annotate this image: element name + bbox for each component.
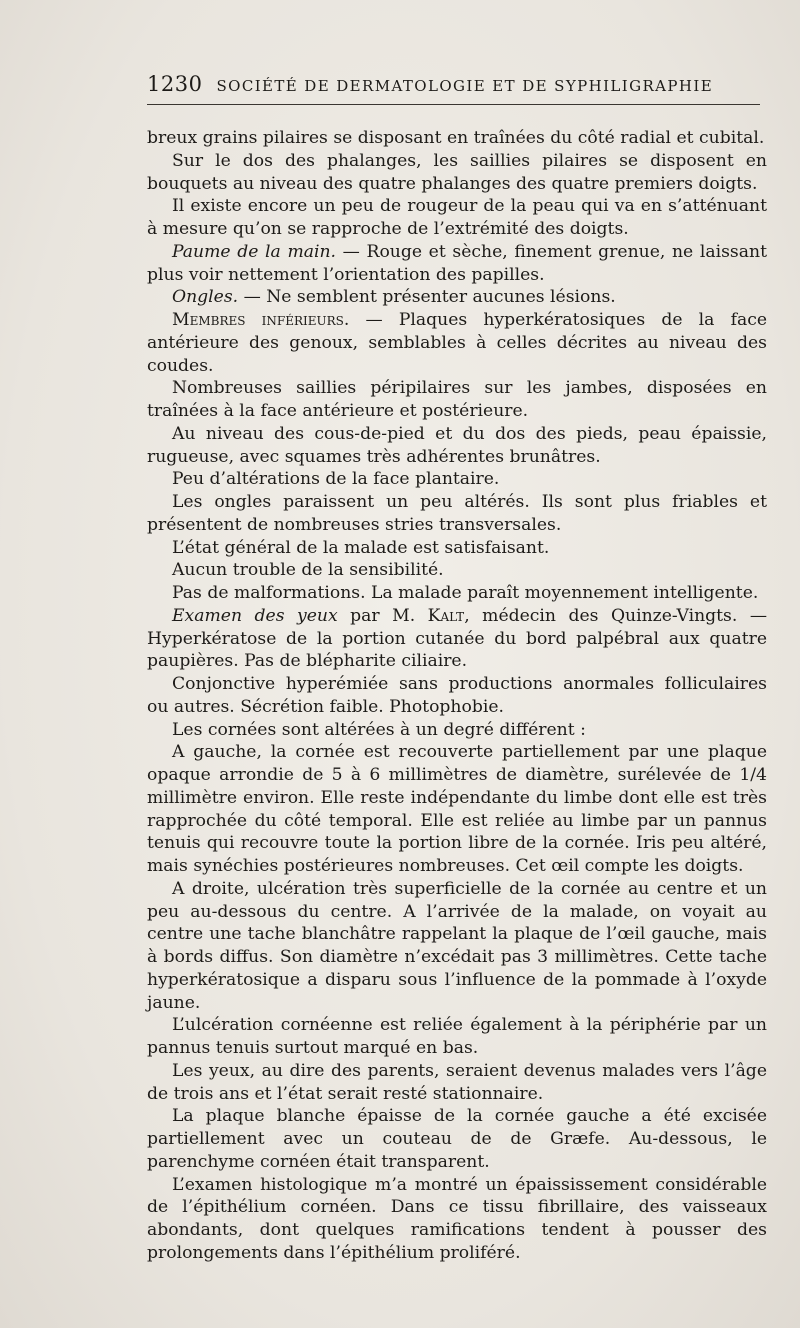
paragraph: A droite, ulcération très superficielle de la cornée au centre et un peu au-dessous du centre. A l’arrivée de la malade, on voyait au centre une tache blanchâtre rappelant la plaque de l’œil gauche, mais à bords diffus. Son diamètre n’excédait pas 3 millimètres. Cette tache hyperkératosique a disparu sous l’influence de la pommade à l’oxyde jaune. bbox=[147, 878, 767, 1013]
paragraph: La plaque blanche épaisse de la cornée gauche a été excisée partiellement avec un couteau de de Græfe. Au-dessous, le parenchyme cornéen était transparent. bbox=[147, 1106, 767, 1172]
section-lead: Membres inférieurs. bbox=[172, 310, 350, 330]
paragraph: Les cornées sont altérées à un degré différent : bbox=[172, 719, 586, 740]
paragraph: Aucun trouble de la sensibilité. bbox=[172, 560, 444, 581]
paragraph: Pas de malformations. La malade paraît moyennement intelligente. bbox=[172, 583, 759, 603]
paragraph: Nombreuses saillies péripilaires sur les jambes, disposées en traînées à la face antérieure et postérieure. bbox=[147, 378, 767, 421]
body-text bbox=[147, 127, 767, 1265]
author-name: Kalt bbox=[427, 605, 465, 626]
paragraph: L’état général de la malade est satisfaisant. bbox=[172, 537, 550, 558]
paragraph: L’ulcération cornéenne est reliée également à la périphérie par un pannus tenuis surtout marqué en bas. bbox=[147, 1015, 767, 1058]
section-lead: Paume de la main. bbox=[172, 241, 337, 262]
paragraph: Conjonctive hyperémiée sans productions anormales folliculaires ou autres. Sécrétion faible. Photophobie. bbox=[147, 674, 767, 717]
header-rule bbox=[147, 104, 760, 105]
paragraph: Il existe encore un peu de rougeur de la peau qui va en s’atténuant à mesure qu’on se rapproche de l’extrémité des doigts. bbox=[147, 196, 767, 239]
paragraph: Ongles. — Ne semblent présenter aucunes lésions. bbox=[172, 287, 616, 308]
paragraph: Au niveau des cous-de-pied et du dos des pieds, peau épaissie, rugueuse, avec squames très adhérentes brunâtres. bbox=[147, 423, 767, 467]
paragraph: A gauche, la cornée est recouverte partiellement par une plaque opaque arrondie de 5 à 6 millimètres de diamètre, surélevée de 1/4 millimètre environ. Elle reste indépendante du limbe dont elle est très rapprochée du côté temporal. Elle est reliée au limbe par un pannus tenuis qui recouvre toute la portion libre de la cornée. Iris peu altéré, mais synéchies postérieures nombreuses. Cet œil compte les doigts. bbox=[147, 742, 767, 876]
section-lead: Ongles. bbox=[172, 287, 239, 308]
paragraph: Les yeux, au dire des parents, seraient devenus malades vers l’âge de trois ans et l’état serait resté stationnaire. bbox=[147, 1060, 767, 1104]
paragraph: L’examen histologique m’a montré un épaississement considérable de l’épithélium cornéen. Dans ce tissu fibrillaire, des vaisseaux abondants, dont quelques ramifications tendent à pousser des prolongements dans l’épithélium proliféré. bbox=[147, 1174, 767, 1263]
running-title: SOCIÉTÉ DE DERMATOLOGIE ET DE SYPHILIGRAPHIE bbox=[216, 77, 714, 95]
section-lead: Examen des yeux bbox=[172, 605, 338, 626]
page-header bbox=[147, 72, 760, 96]
paragraph: Les ongles paraissent un peu altérés. Ils sont plus friables et présentent de nombreuses stries transversales. bbox=[147, 492, 767, 535]
paragraph: Examen des yeux par M. Kalt, médecin des Quinze-Vingts. — Hyperkératose de la portion cutanée du bord palpébral aux quatre paupières. Pas de blépharite ciliaire. bbox=[147, 605, 768, 672]
page-number: 1230 bbox=[147, 72, 203, 96]
paragraph: Paume de la main. — Rouge et sèche, finement grenue, ne laissant plus voir nettement l’orientation des papilles. bbox=[147, 241, 767, 285]
paragraph: Sur le dos des phalanges, les saillies pilaires se disposent en bouquets au niveau des quatre phalanges des quatre premiers doigts. bbox=[147, 150, 767, 194]
paragraph: Membres inférieurs. — Plaques hyperkératosiques de la face antérieure des genoux, semblables à celles décrites au niveau des coudes. bbox=[147, 310, 767, 376]
paragraph: breux grains pilaires se disposant en traînées du côté radial et cubital. bbox=[147, 128, 765, 148]
paragraph: Peu d’altérations de la face plantaire. bbox=[172, 469, 500, 490]
